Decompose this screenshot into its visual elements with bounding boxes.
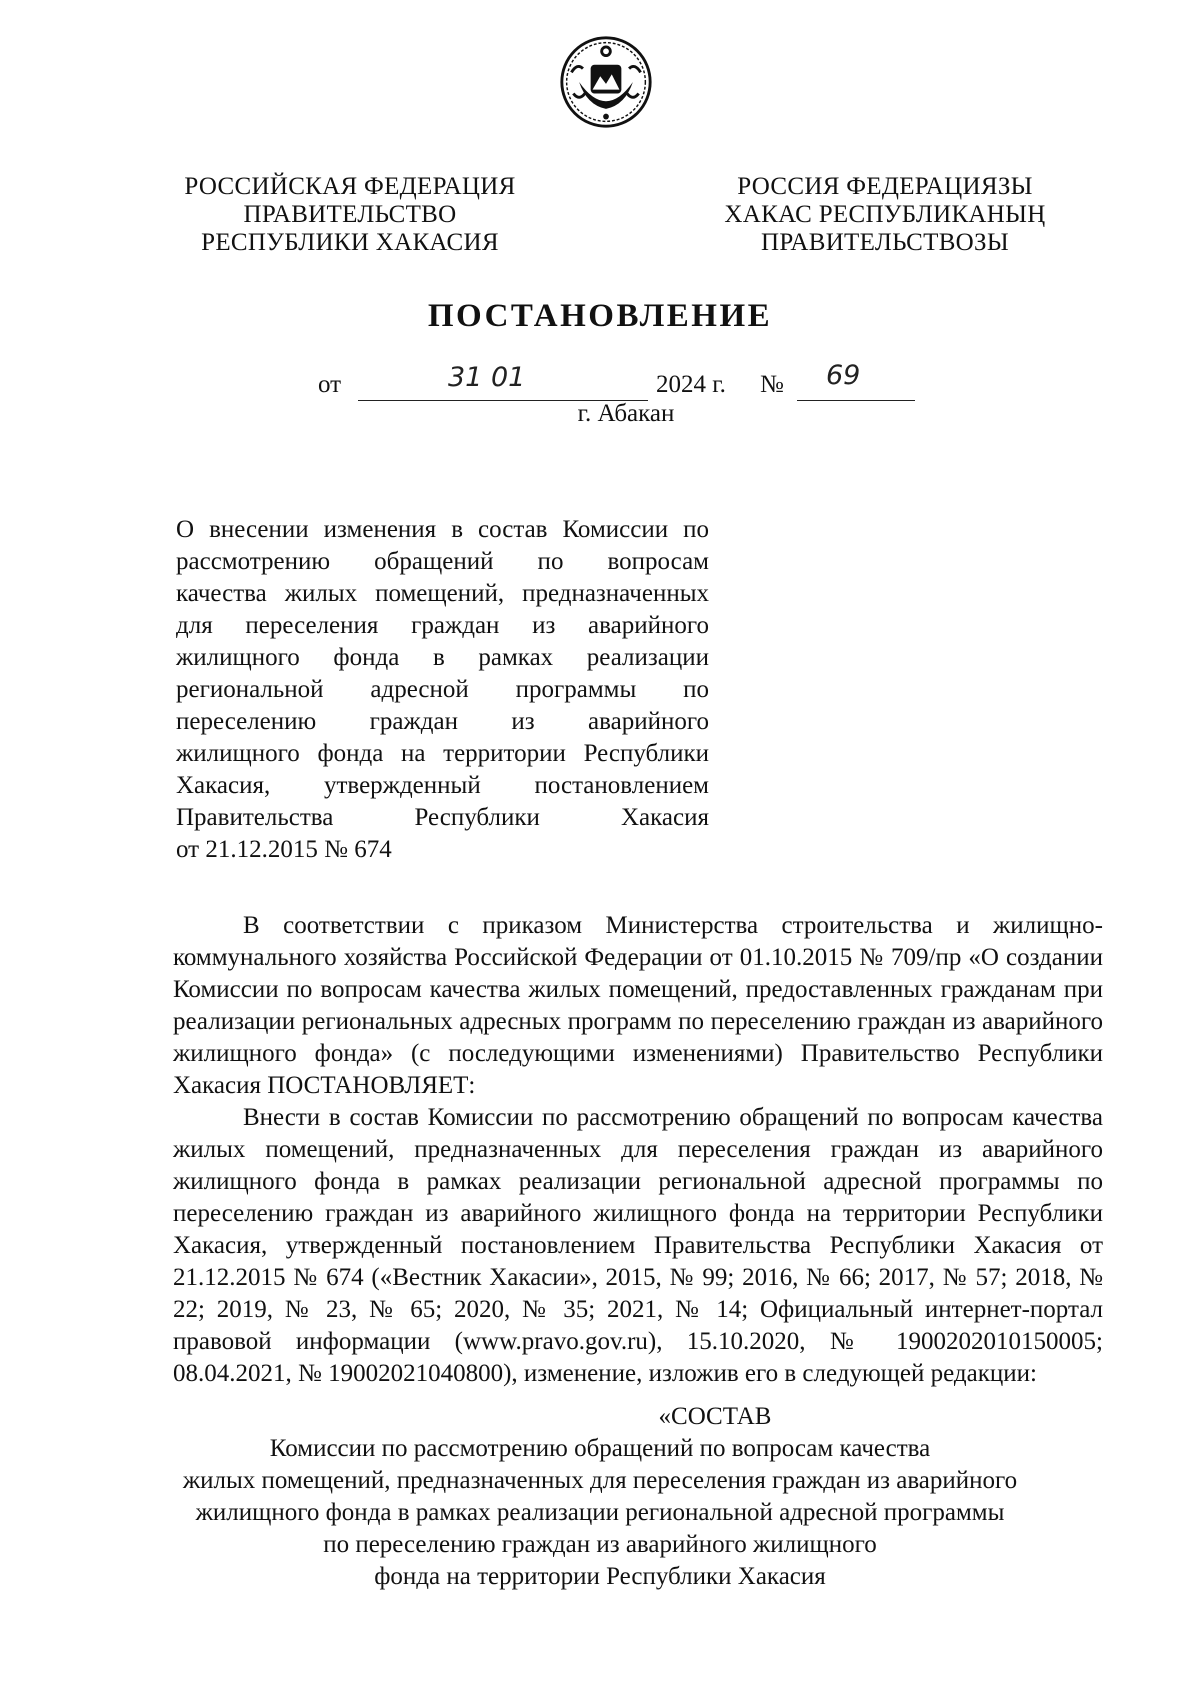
header-left-line-2: ПРАВИТЕЛЬСТВО — [243, 201, 457, 228]
subject-line: О внесении изменения в состав Комиссии по — [176, 516, 709, 543]
date-year: 2024 г. — [656, 371, 726, 398]
header-left-line-3: РЕСПУБЛИКИ ХАКАСИЯ — [201, 229, 499, 256]
subject-line: качества жилых помещений, предназначенных — [176, 580, 709, 607]
subject-line: жилищного фонда в рамках реализации — [176, 644, 709, 671]
coat-of-arms-icon — [558, 34, 654, 130]
header-right-line-1: РОССИЯ ФЕДЕРАЦИЯЗЫ — [737, 173, 1033, 200]
subject-line: переселению граждан из аварийного — [176, 708, 709, 735]
subject-line: для переселения граждан из аварийного — [176, 612, 709, 639]
subject-line: Правительства Республики Хакасия — [176, 804, 709, 831]
composition-line: жилых помещений, предназначенных для переселения граждан из аварийного — [182, 1467, 1018, 1494]
subject-line: региональной адресной программы по — [176, 676, 709, 703]
header-left-line-1: РОССИЙСКАЯ ФЕДЕРАЦИЯ — [184, 173, 516, 200]
body-paragraph-2: Внести в состав Комиссии по рассмотрению обращений по вопросам качества жилых помещений, предназначенных для переселения граждан из аварийного жилищного фонда в рамках реализации региональной адресной программы по переселению граждан из аварийного жилищного фонда на территории Республики Хакасия, утвержденный постановлением Правительства Республики Хакасия от 21.12.2015 № 674 («Вестник Хакасии», 2015, № 99; 2016, № 66; 2017, № 57; 2018, № 22; 2019, № 23, № 65; 2020, № 35; 2021, № 14; Официальный интернет-портал правовой информации (www.pravo.gov.ru), 15.10.2020, № 1900202010150005; 08.04.2021, № 19002021040800), изменение, изложив его в следующей редакции: — [173, 1104, 1103, 1387]
composition-block — [0, 1401, 1200, 1593]
subject-line: от 21.12.2015 № 674 — [176, 836, 392, 863]
date-prefix: от — [318, 371, 342, 398]
city — [0, 400, 1200, 428]
subject-line: жилищного фонда на территории Республики — [176, 740, 709, 767]
number-sign: № — [760, 371, 784, 398]
body-paragraph-1: В соответствии с приказом Министерства строительства и жилищно-коммунального хозяйства Российской Федерации от 01.10.2015 № 709/пр «О создании Комиссии по вопросам качества жилых помещений, предоставленных гражданам при реализации региональных адресных программ по переселению граждан из аварийного жилищного фонда» (с последующими изменениями) Правительство Республики Хакасия ПОСТАНОВЛЯЕТ: — [173, 912, 1103, 1099]
subject-line: рассмотрению обращений по вопросам — [176, 548, 709, 575]
composition-line: фонда на территории Республики Хакасия — [374, 1563, 826, 1590]
number-handwritten: 69 — [826, 360, 861, 391]
header-right-line-2: ХАКАС РЕСПУБЛИКАНЫҢ — [724, 201, 1046, 228]
document-title: ПОСТАНОВЛЕНИЕ — [427, 298, 773, 334]
header-left — [170, 173, 530, 257]
subject-block — [176, 514, 709, 866]
composition-heading: «СОСТАВ — [658, 1403, 772, 1430]
composition-line: жилищного фонда в рамках реализации региональной адресной программы — [195, 1499, 1005, 1526]
composition-line: по переселению граждан из аварийного жилищного — [323, 1531, 877, 1558]
date-handwritten: 31 01 — [448, 362, 526, 393]
composition-line: Комиссии по рассмотрению обращений по вопросам качества — [269, 1435, 931, 1462]
header-right-line-3: ПРАВИТЕЛЬСТВОЗЫ — [761, 229, 1009, 256]
city-label: г. Абакан — [577, 400, 675, 427]
subject-line: Хакасия, утвержденный постановлением — [176, 772, 709, 799]
body-text — [173, 910, 1103, 1390]
header-right — [705, 173, 1065, 257]
